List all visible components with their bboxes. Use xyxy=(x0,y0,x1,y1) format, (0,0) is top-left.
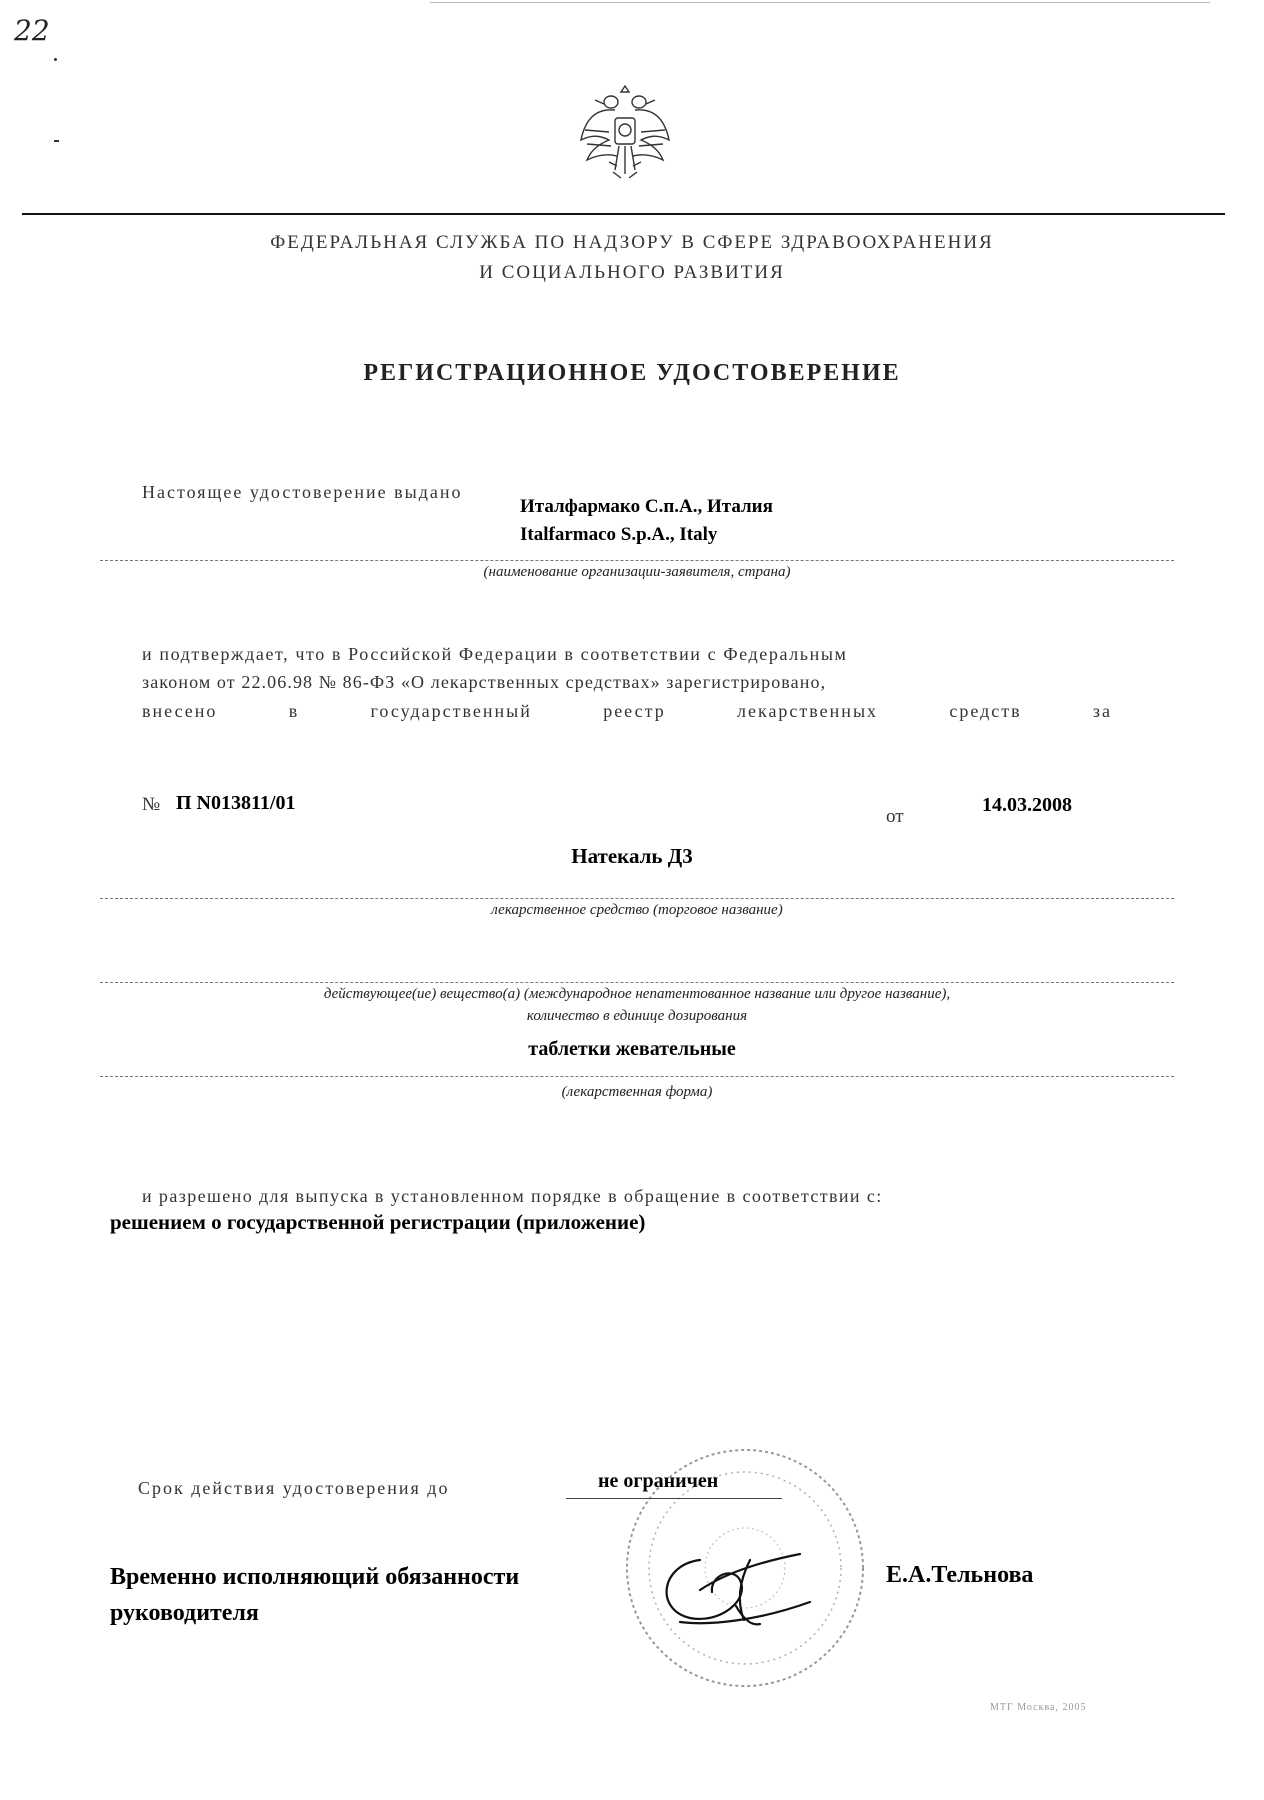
signatory-position-line1: Временно исполняющий обязанности xyxy=(110,1564,520,1590)
scan-dash xyxy=(54,140,59,142)
active-substance-caption-line2: количество в единице дозирования xyxy=(526,1008,748,1024)
validity-underline xyxy=(566,1498,782,1499)
confirmation-word: реестр xyxy=(603,701,666,721)
company-underline xyxy=(100,560,1174,561)
confirmation-word: государственный xyxy=(370,701,532,721)
scan-top-edge xyxy=(430,2,1210,3)
dosage-form: таблетки жевательные xyxy=(528,1038,736,1060)
confirmation-line-2: законом от 22.06.98 № 86-ФЗ «О лекарственных средствах» зарегистрировано, xyxy=(142,672,827,692)
registration-number: П N013811/01 xyxy=(176,792,296,814)
confirmation-word: за xyxy=(1092,701,1112,721)
confirmation-line-3 xyxy=(142,701,1112,722)
confirmation-word: в xyxy=(288,701,300,721)
trade-name-caption: лекарственное средство (торговое название) xyxy=(491,902,783,918)
agency-name-line2: И СОЦИАЛЬНОГО РАЗВИТИЯ xyxy=(479,262,785,283)
registration-date: 14.03.2008 xyxy=(982,794,1072,816)
validity-value: не ограничен xyxy=(598,1470,719,1492)
handwritten-page-number: 22 xyxy=(14,14,50,47)
header-rule xyxy=(22,213,1225,215)
company-name-en: Italfarmaco S.p.A., Italy xyxy=(520,524,718,545)
validity-label: Срок действия удостоверения до xyxy=(138,1478,450,1498)
signatory-name: Е.А.Тельнова xyxy=(886,1562,1034,1588)
confirmation-word: средств xyxy=(949,701,1022,721)
active-substance-caption-line1: действующее(ие) вещество(а) (международное непатентованное название или другое название), xyxy=(323,986,951,1002)
double-headed-eagle-icon xyxy=(575,80,675,185)
dosage-form-underline xyxy=(100,1076,1174,1077)
confirmation-word: внесено xyxy=(142,701,218,721)
document-title: РЕГИСТРАЦИОННОЕ УДОСТОВЕРЕНИЕ xyxy=(363,360,901,386)
confirmation-line-1: и подтверждает, что в Российской Федерации в соответствии с Федеральным xyxy=(142,644,848,664)
issued-to-label: Настоящее удостоверение выдано xyxy=(142,482,463,502)
scan-dot xyxy=(54,58,57,61)
release-decision: решением о государственной регистрации (приложение) xyxy=(110,1210,646,1234)
active-substance-underline xyxy=(100,982,1174,983)
printer-mark: МТГ Москва, 2005 xyxy=(990,1702,1087,1713)
drug-trade-name: Натекаль Д3 xyxy=(571,844,693,868)
handwritten-signature-icon xyxy=(640,1530,820,1640)
registration-number-label: № xyxy=(142,794,161,815)
dosage-form-caption: (лекарственная форма) xyxy=(561,1084,713,1100)
agency-name-line1: ФЕДЕРАЛЬНАЯ СЛУЖБА ПО НАДЗОРУ В СФЕРЕ ЗДРАВООХРАНЕНИЯ xyxy=(270,232,994,253)
release-statement: и разрешено для выпуска в установленном порядке в обращение в соответствии с: xyxy=(142,1186,883,1206)
company-name-ru: Италфармако С.п.А., Италия xyxy=(520,496,773,517)
trade-name-underline xyxy=(100,898,1174,899)
confirmation-word: лекарственных xyxy=(737,701,879,721)
company-caption: (наименование организации-заявителя, страна) xyxy=(483,564,791,580)
signatory-position-line2: руководителя xyxy=(110,1600,259,1626)
registration-date-label: от xyxy=(886,806,904,827)
